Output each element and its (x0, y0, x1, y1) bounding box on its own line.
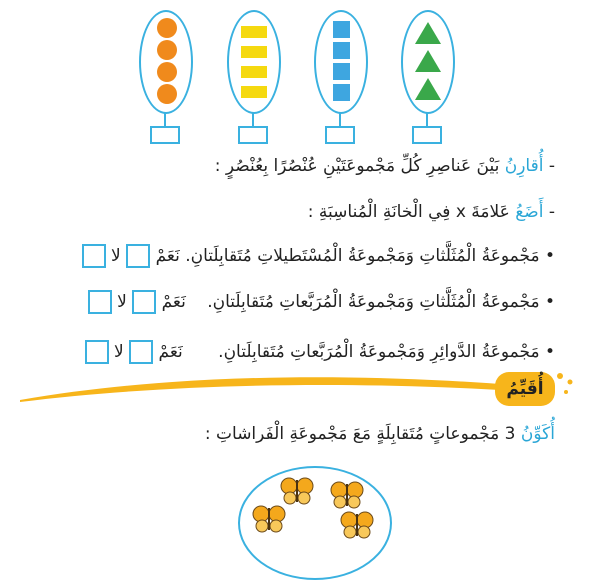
yes-label: نَعَمْ (155, 246, 180, 266)
bullet: • (544, 292, 555, 312)
mark-instruction (308, 202, 555, 222)
yes-label: نَعَمْ (161, 292, 186, 312)
bullet: • (544, 342, 555, 362)
form-groups-instruction (205, 424, 555, 444)
circles-stem (164, 112, 166, 126)
statement-row (82, 244, 555, 268)
no-label: لا (111, 246, 121, 266)
statement-row (85, 340, 555, 364)
butterfly-icon (340, 510, 374, 540)
yes-label: نَعَمْ (158, 342, 183, 362)
squares-tag-box[interactable] (325, 126, 355, 144)
triangles-icon (413, 20, 443, 104)
compare-instruction (215, 156, 555, 176)
yes-checkbox[interactable] (129, 340, 153, 364)
butterfly-icon (280, 476, 314, 506)
bullet: • (544, 246, 555, 266)
mark-text: عَلامَةَ x فِي الْخانَةِ الْمُناسِبَةِ : (307, 202, 510, 222)
no-checkbox[interactable] (82, 244, 106, 268)
triangles-group (401, 10, 455, 114)
yes-checkbox[interactable] (132, 290, 156, 314)
compare-text: بَيْنَ عَناصِرِ كُلِّ مَجْموعَتَيْنِ عُنْصُرًا بِعُنْصُرٍ : (214, 156, 500, 176)
dash: - (548, 202, 555, 222)
assess-badge: أُقَيِّمُ (495, 372, 555, 406)
squares-group (314, 10, 368, 114)
rectangles-group (227, 10, 281, 114)
squares-icon (330, 17, 354, 109)
no-checkbox[interactable] (88, 290, 112, 314)
mark-verb: أَضَعُ (515, 202, 544, 222)
rectangles-stem (252, 112, 254, 126)
form-text: 3 مَجْموعاتٍ مُتَقابِلَةٍ مَعَ مَجْموعَةِ الْفَراشاتِ : (204, 424, 516, 444)
compare-verb: أُقارِنُ (504, 156, 544, 176)
statement-text: مَجْموعَةُ الْمُثَلَّثاتِ وَمَجْموعَةُ الْمُرَبَّعاتِ مُتَقابِلَتانِ. (207, 292, 540, 312)
no-label: لا (117, 292, 127, 312)
yes-checkbox[interactable] (126, 244, 150, 268)
circles-group (139, 10, 193, 114)
no-label: لا (114, 342, 124, 362)
circles-tag-box[interactable] (150, 126, 180, 144)
rectangles-tag-box[interactable] (238, 126, 268, 144)
statement-text: مَجْموعَةُ الْمُثَلَّثاتِ وَمَجْموعَةُ الْمُسْتَطيلاتِ مُتَقابِلَتانِ. (185, 246, 540, 266)
dash: - (548, 156, 555, 176)
statement-row (88, 290, 555, 314)
butterfly-icon (330, 480, 364, 510)
butterfly-icon (252, 504, 286, 534)
squares-stem (339, 112, 341, 126)
form-verb: أُكَوِّنُ (520, 424, 555, 444)
butterflies-group (238, 466, 392, 580)
triangles-stem (426, 112, 428, 126)
no-checkbox[interactable] (85, 340, 109, 364)
rectangles-icon (239, 22, 269, 102)
statement-text: مَجْموعَةُ الدَّوائِرِ وَمَجْموعَةُ الْمُرَبَّعاتِ مُتَقابِلَتانِ. (218, 342, 540, 362)
triangles-tag-box[interactable] (412, 126, 442, 144)
circles-icon (155, 16, 179, 108)
